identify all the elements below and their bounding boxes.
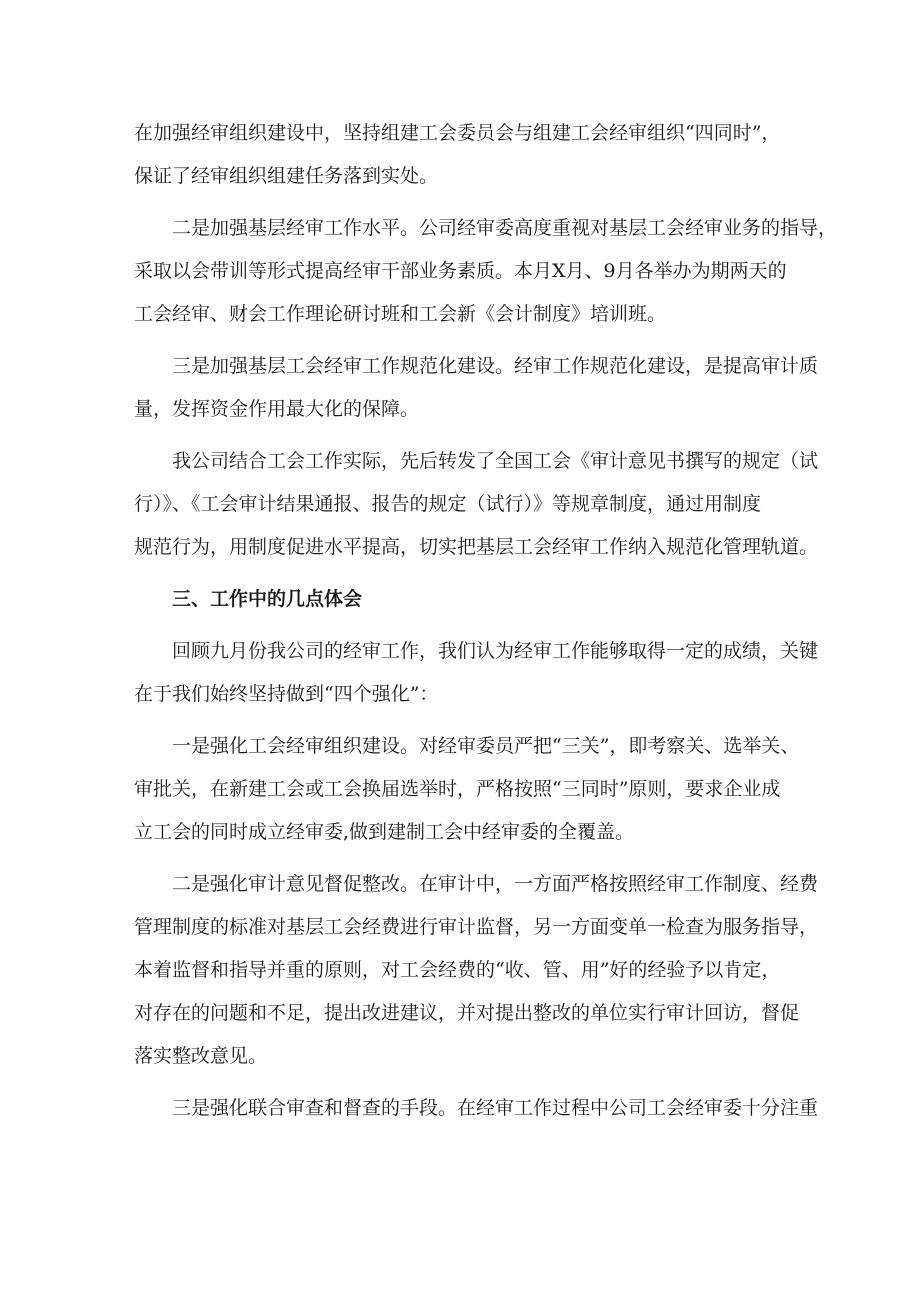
text-line: 管理制度的标准对基层工会经费进行审计监督，另一方面变单一检查为服务指导， xyxy=(134,916,819,938)
text-line: 三是加强基层工会经审工作规范化建设。经审工作规范化建设，是提高审计质 xyxy=(172,355,819,377)
text-line: 量，发挥资金作用最大化的保障。 xyxy=(134,398,420,420)
text-line: 落实整改意见。 xyxy=(134,1045,268,1067)
text-line: 二是强化审计意见督促整改。在审计中，一方面严格按照经审工作制度、经费 xyxy=(172,873,819,895)
text-line: 保证了经审组织组建任务落到实处。 xyxy=(134,165,439,187)
text-line: 规范行为，用制度促进水平提高，切实把基层工会经审工作纳入规范化管理轨道。 xyxy=(134,536,819,558)
text-line: 采取以会带训等形式提高经审干部业务素质。本月X月、9月各举办为期两天的 xyxy=(134,260,787,282)
document-body xyxy=(134,112,838,1139)
paragraph-2 xyxy=(134,207,838,336)
paragraph-5 xyxy=(134,630,819,716)
section-heading: 三、工作中的几点体会 xyxy=(172,588,363,610)
text-line: 一是强化工会经审组织建设。对经审委员严把“三关”，即考察关、选举关、 xyxy=(172,735,800,757)
text-line: 对存在的问题和不足，提出改进建议，并对提出整改的单位实行审计回访，督促 xyxy=(134,1002,800,1024)
text-line: 工会经审、财会工作理论研讨班和工会新《会计制度》培训班。 xyxy=(134,303,667,325)
text-line: 我公司结合工会工作实际，先后转发了全国工会《审计意见书撰写的规定（试 xyxy=(172,450,819,472)
paragraph-1 xyxy=(134,112,790,198)
paragraph-7 xyxy=(134,863,819,1078)
text-line: 三是强化联合审查和督查的手段。在经审工作过程中公司工会经审委十分注重 xyxy=(172,1097,819,1119)
paragraph-3 xyxy=(134,345,819,431)
text-line: 回顾九月份我公司的经审工作，我们认为经审工作能够取得一定的成绩，关键 xyxy=(172,640,819,662)
text-line: 本着监督和指导并重的原则，对工会经费的“收、管、用”好的经验予以肯定， xyxy=(134,959,781,981)
text-line: 在加强经审组织建设中，坚持组建工会委员会与组建工会经审组织“四同时”， xyxy=(134,122,781,144)
text-line: 行）》、《工会审计结果通报、报告的规定（试行）》等规章制度，通过用制度 xyxy=(134,493,762,515)
text-line: 立工会的同时成立经审委,做到建制工会中经审委的全覆盖。 xyxy=(134,821,635,843)
text-line: 在于我们始终坚持做到“四个强化”： xyxy=(134,683,439,705)
text-line: 二是加强基层经审工作水平。公司经审委高度重视对基层工会经审业务的指导， xyxy=(172,217,838,239)
paragraph-8 xyxy=(134,1087,819,1130)
text-line: 审批关，在新建工会或工会换届选举时，严格按照“三同时”原则，要求企业成 xyxy=(134,778,781,800)
paragraph-4 xyxy=(134,440,819,569)
paragraph-6 xyxy=(134,725,800,854)
